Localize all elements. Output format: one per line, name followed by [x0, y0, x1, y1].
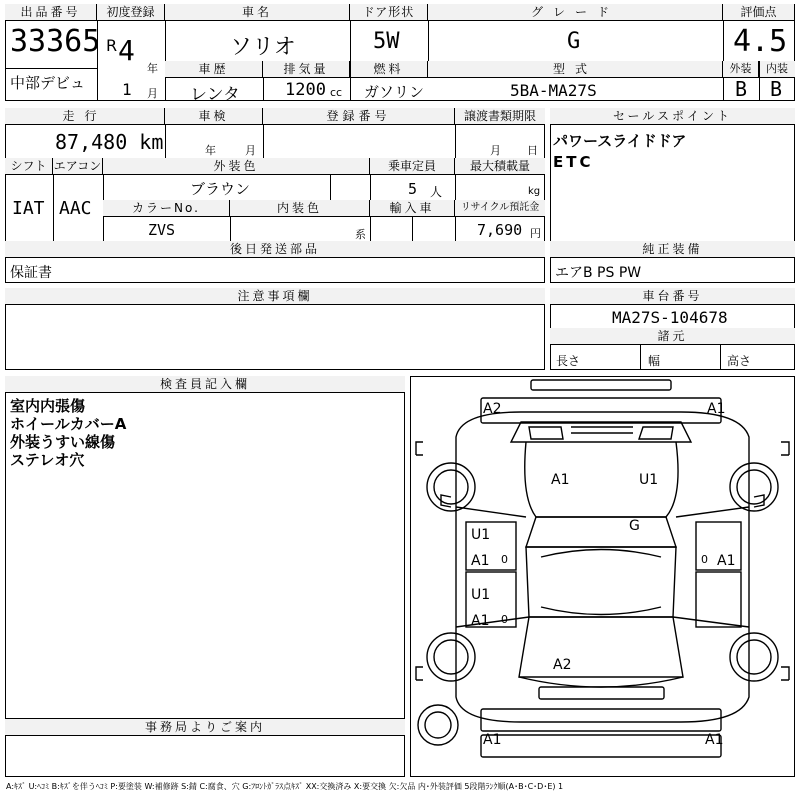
fuel: ガソリン: [364, 83, 425, 101]
dim-width: 幅: [648, 354, 661, 368]
front-bumper-lower: [481, 398, 721, 423]
recycle-header: リサイクル預託金: [455, 200, 545, 217]
score-header: 評価点: [723, 4, 795, 21]
door-type: 5W: [373, 29, 400, 54]
mark-door-zero-1: 0: [501, 553, 508, 566]
inspector-note-2: ホイールカバーA: [10, 415, 127, 433]
capacity-unit: 人: [430, 185, 443, 199]
body-outline: [456, 412, 749, 722]
office-header: 事務局よりご案内: [5, 719, 405, 736]
transfer-deadline-header: 譲渡書類期限: [455, 108, 545, 125]
sales-points-header: セールスポイント: [550, 108, 795, 125]
chassis-no: MA27S-104678: [612, 308, 728, 327]
transfer-day-unit: 日: [527, 144, 538, 157]
aircon-header: エアコン: [53, 159, 102, 173]
interior-grade: B: [770, 77, 783, 101]
legend: A:ｷｽﾞ U:ﾍｺﾐ B:ｷｽﾞを伴うﾍｺﾐ P:要塗装 W:補修跡 S:錆 C:腐食、穴 G:ﾌﾛﾝﾄｶﾞﾗｽ点ｷｽﾞ XX:交換済み X:要交換 欠:欠品 内･外装評価 5段階ﾗﾝｸ順(A･B･C･D･E) 1: [6, 782, 564, 791]
exterior-header: 外装: [723, 61, 759, 78]
shift: IAT: [12, 198, 45, 219]
venue-name: 中部デビュ: [10, 74, 86, 92]
mark-front-left: A2: [483, 401, 502, 417]
model-header: 型式: [428, 61, 723, 78]
mark-right-door: A1: [717, 553, 736, 569]
aircon: AAC: [59, 198, 92, 219]
recycle: 7,690: [477, 221, 523, 239]
color-no: ZVS: [148, 221, 176, 239]
history: レンタ: [190, 85, 240, 105]
load-unit: kg: [528, 186, 541, 197]
inspector-note-1: 室内内張傷: [10, 397, 86, 415]
car-name: ソリオ: [230, 35, 296, 60]
import-header: 輸入車: [370, 200, 455, 217]
grade-header: グレード: [428, 4, 723, 21]
transfer-month-unit: 月: [490, 144, 501, 157]
int-color-unit: 系: [355, 228, 366, 241]
color-no-header: カラーNo.: [103, 200, 230, 217]
lot-number: 33365: [10, 24, 101, 59]
mileage-header: 走行: [5, 108, 165, 125]
dimensions-header: 諸元: [550, 328, 795, 345]
reg-month: 1: [122, 80, 132, 99]
history-header: 車歴: [165, 61, 263, 78]
reg-year-unit: 年: [147, 62, 158, 75]
car-name-header: 車名: [165, 4, 350, 21]
capacity: 5: [408, 180, 418, 198]
model: 5BA-MA27S: [510, 81, 597, 100]
notes-header: 注意事項欄: [5, 288, 545, 305]
fuel-header: 燃料: [350, 61, 428, 78]
chassis-header: 車台番号: [550, 288, 795, 305]
reg-month-unit: 月: [147, 87, 158, 100]
genuine-equip-header: 純正装備: [550, 241, 795, 258]
front-bumper-shape: [531, 380, 671, 390]
recycle-unit: 円: [530, 227, 541, 240]
mark-left-front-bottom: A1: [471, 553, 490, 569]
first-reg-header: 初度登録: [97, 4, 165, 21]
mark-rear-left: A1: [483, 732, 502, 748]
displacement-unit: cc: [330, 86, 343, 99]
sales-point-1: パワースライドドア: [553, 132, 687, 150]
score: 4.5: [733, 24, 788, 59]
mark-left-rear-top: U1: [471, 587, 491, 603]
lot-number-header: 出品番号: [5, 4, 97, 21]
int-color-header: 内装色: [230, 200, 370, 217]
mark-hood-left: A1: [551, 472, 570, 488]
mark-rear-right: A1: [705, 732, 724, 748]
car-diagram: [410, 376, 795, 777]
mark-hood-right: U1: [639, 472, 659, 488]
shift-header: シフト: [5, 158, 53, 175]
post-parts: 保証書: [10, 265, 52, 281]
reg-number-header: 登録番号: [263, 108, 455, 125]
sales-point-2: ETC: [553, 153, 594, 171]
mark-front-right: A1: [707, 401, 726, 417]
mileage: 87,480 km: [55, 130, 164, 154]
capacity-header: 乗車定員: [370, 158, 455, 175]
inspector-note-4: ステレオ穴: [10, 451, 85, 469]
displacement: 1200: [285, 80, 326, 100]
ext-color: ブラウン: [190, 180, 251, 198]
dim-length: 長さ: [556, 354, 581, 368]
mark-left-front-top: U1: [471, 527, 491, 543]
dim-height: 高さ: [727, 354, 752, 368]
genuine-equip: エアB PS PW: [555, 265, 642, 281]
displacement-header: 排気量: [263, 61, 350, 78]
max-load-header: 最大積載量: [455, 158, 545, 175]
exterior-grade: B: [735, 77, 748, 101]
inspector-note-3: 外装うすい線傷: [10, 433, 116, 451]
inspection-year-unit: 年: [205, 144, 216, 157]
grade: G: [567, 29, 581, 54]
mark-door-zero-2: 0: [501, 613, 508, 626]
inspection-header: 車検: [165, 108, 263, 125]
door-type-header: ドア形状: [350, 4, 428, 21]
era-mark: R: [106, 36, 118, 55]
interior-header: 内装: [759, 61, 795, 78]
inspection-month-unit: 月: [245, 144, 256, 157]
mark-door-zero-3: 0: [701, 553, 708, 566]
reg-year: 4: [118, 34, 135, 67]
post-parts-header: 後日発送部品: [5, 241, 545, 258]
mark-left-rear-bottom: A1: [471, 613, 490, 629]
ext-color-header: 外装色: [103, 158, 370, 175]
mark-windshield: G: [629, 518, 640, 534]
inspector-header: 検査員記入欄: [5, 376, 405, 393]
mark-roof-rear: A2: [553, 657, 572, 673]
